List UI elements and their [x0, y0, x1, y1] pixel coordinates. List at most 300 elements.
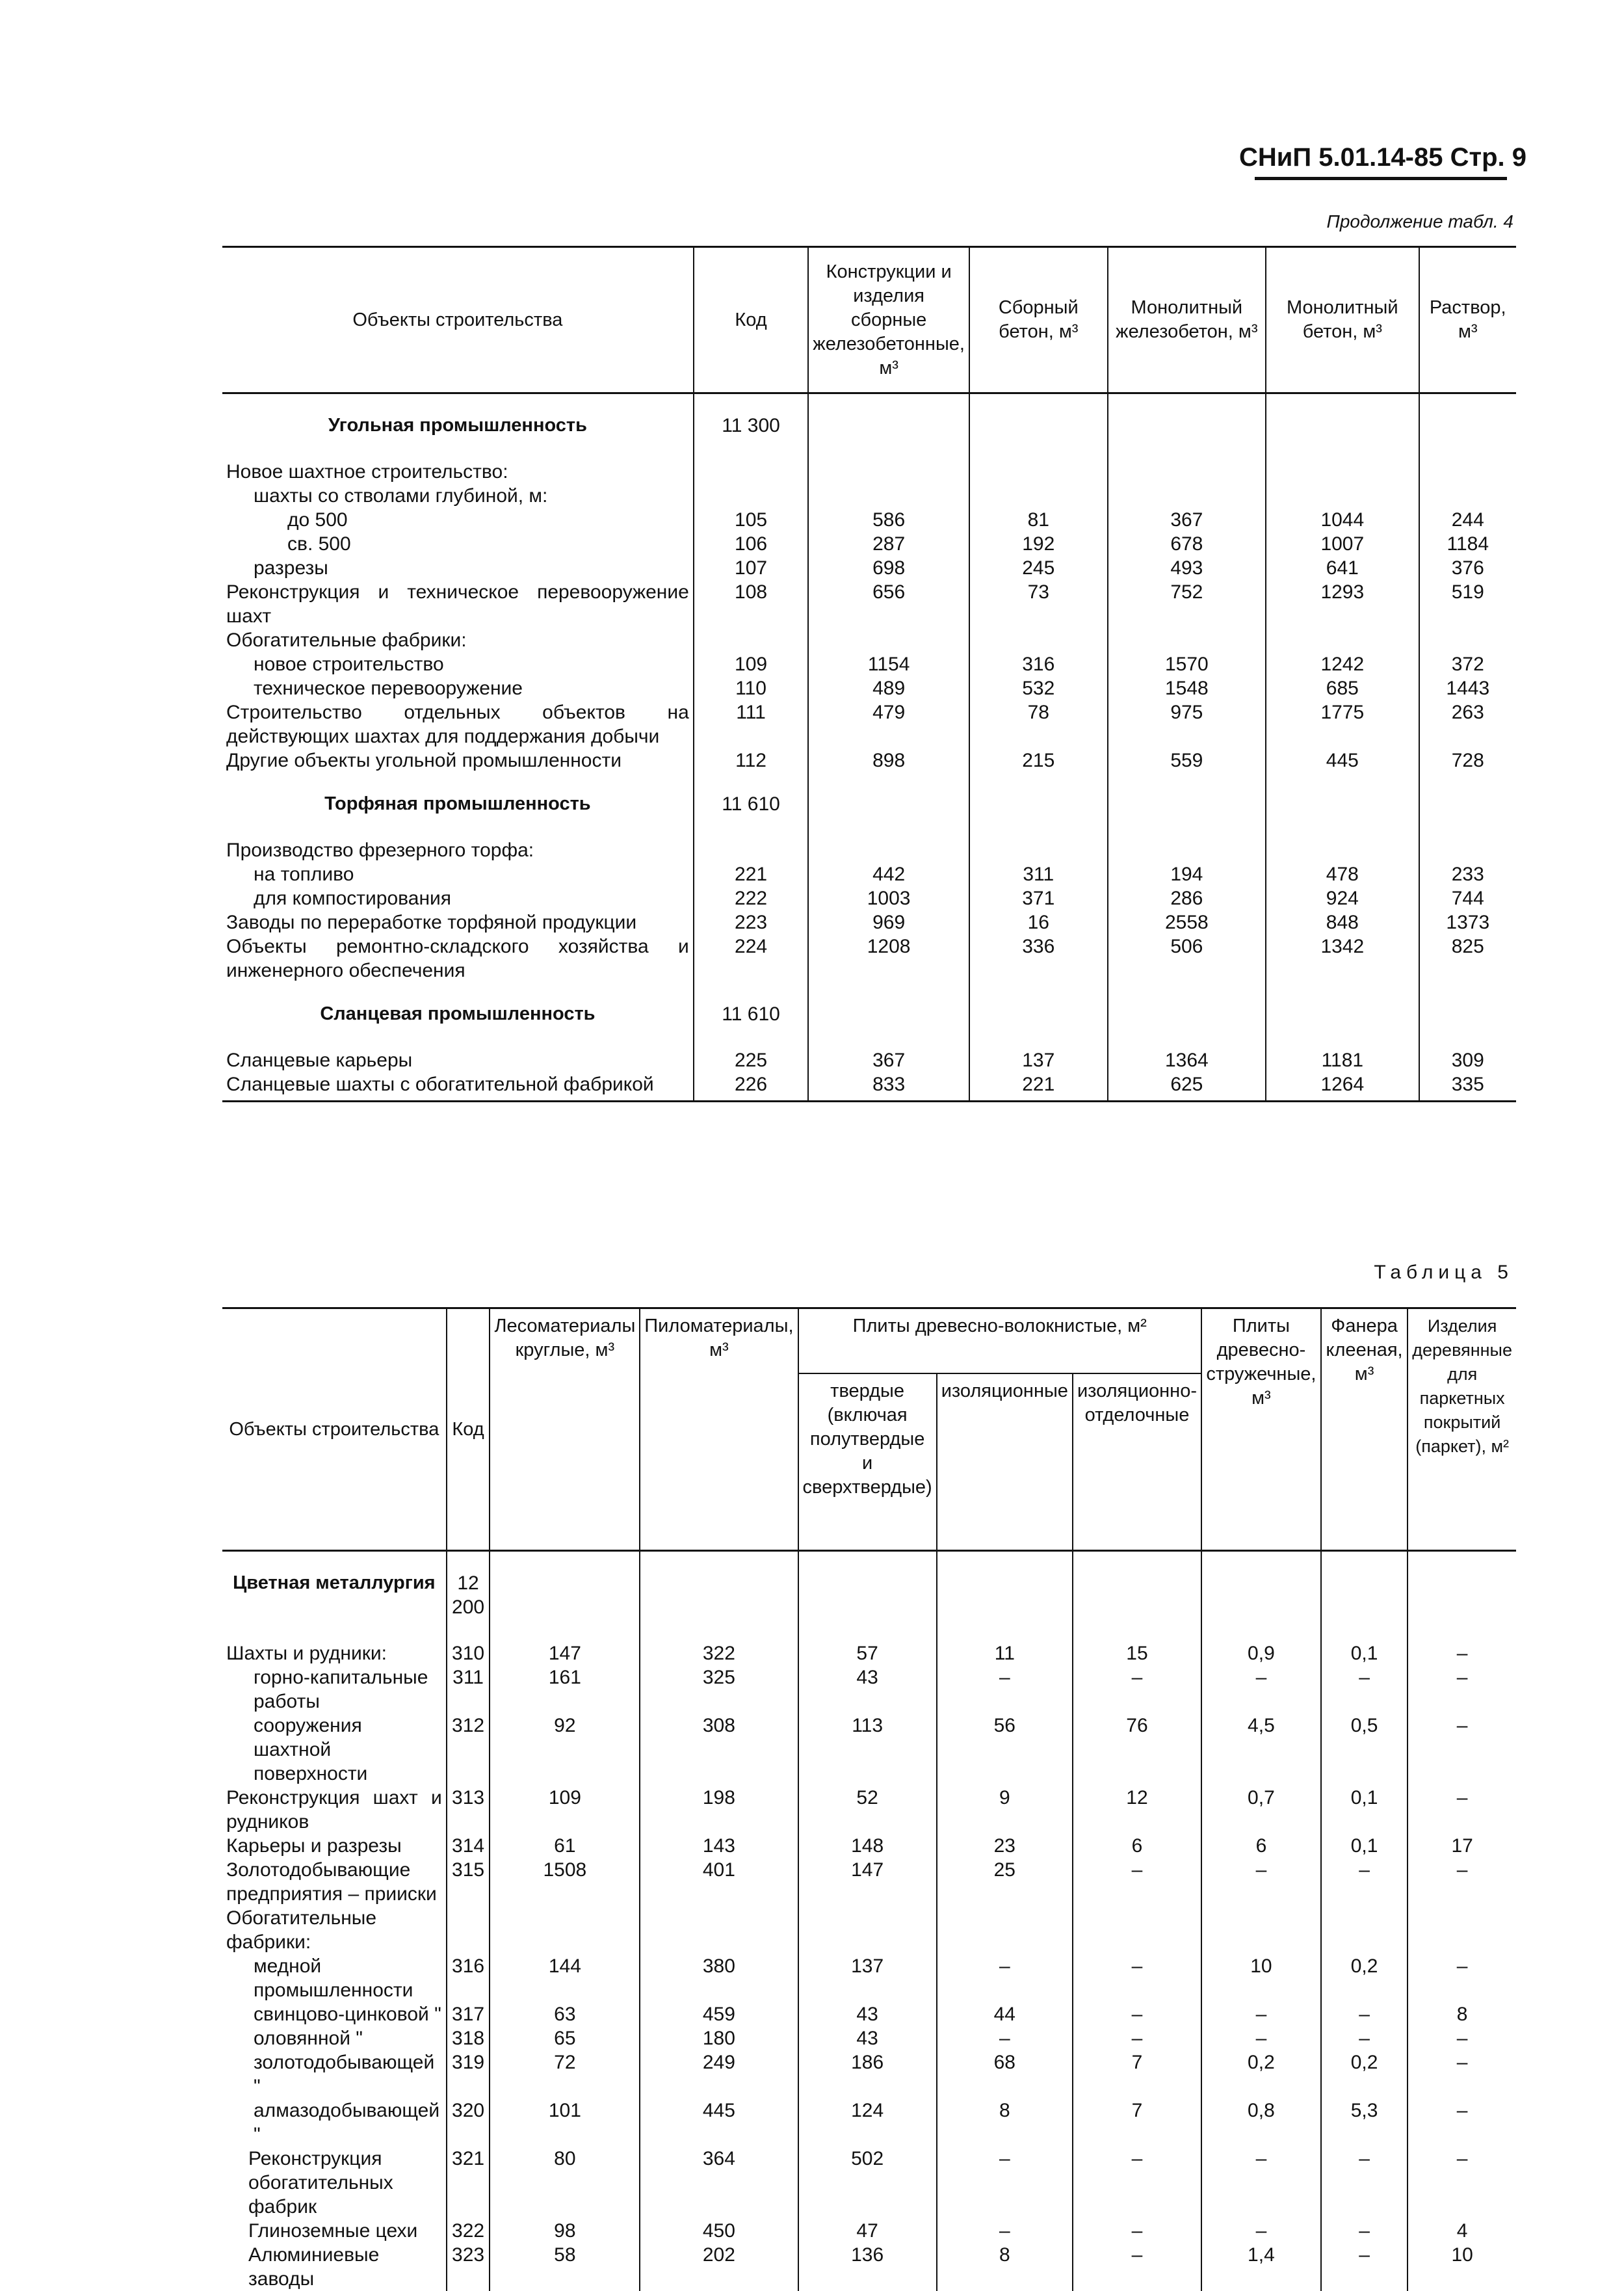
value-cell: [808, 838, 969, 862]
row-label: Реконструкция и техническое перевооружение шахт: [226, 581, 689, 627]
row-label: Реконструкция шахт и рудников: [226, 1787, 442, 1833]
value-cell: –: [937, 2219, 1073, 2243]
table-row: [222, 2099, 1516, 2147]
col-header-code: Код: [447, 1308, 490, 1551]
empty-cell: [640, 1551, 798, 1642]
value-cell: 43: [798, 2026, 937, 2050]
value-cell: 445: [640, 2099, 798, 2147]
empty-cell: [1266, 983, 1419, 1048]
value-cell: 136: [798, 2243, 937, 2291]
row-label: свинцово-цинковой ": [254, 2004, 441, 2025]
table-row: [222, 652, 1516, 676]
table-row: [222, 2243, 1516, 2291]
empty-cell: [969, 983, 1108, 1048]
value-cell: 442: [808, 862, 969, 886]
section-code: 11 300: [694, 393, 809, 460]
value-cell: 728: [1419, 748, 1516, 773]
value-cell: 1007: [1266, 532, 1419, 556]
value-cell: 1443: [1419, 676, 1516, 700]
col-header-round-timber: Лесоматериалы круглые, м³: [490, 1308, 640, 1551]
value-cell: –: [1073, 2026, 1201, 2050]
row-code: 108: [694, 580, 809, 628]
value-cell: [1419, 628, 1516, 652]
value-cell: 147: [490, 1641, 640, 1665]
table-row: [222, 508, 1516, 532]
row-code: 322: [447, 2219, 490, 2243]
row-label: Другие объекты угольной промышленности: [226, 750, 622, 771]
value-cell: 1184: [1419, 532, 1516, 556]
section-code: 11 610: [694, 983, 809, 1048]
value-cell: 10: [1408, 2243, 1516, 2291]
value-cell: 1,4: [1201, 2243, 1321, 2291]
value-cell: 0,1: [1321, 1834, 1408, 1858]
value-cell: 7: [1073, 2050, 1201, 2099]
value-cell: 311: [969, 862, 1108, 886]
section-title: Сланцевая промышленность: [320, 1003, 596, 1024]
value-cell: –: [1408, 2099, 1516, 2147]
empty-cell: [1073, 1551, 1201, 1642]
document-reference: СНиП 5.01.14-85 Стр. 9: [1239, 143, 1526, 172]
value-cell: 1373: [1419, 910, 1516, 934]
value-cell: [1266, 628, 1419, 652]
row-code: 319: [447, 2050, 490, 2099]
table-row: [222, 2147, 1516, 2219]
value-cell: 376: [1419, 556, 1516, 580]
value-cell: 502: [798, 2147, 937, 2219]
value-cell: 56: [937, 1714, 1073, 1786]
row-label: Заводы по переработке торфяной продукции: [226, 912, 637, 933]
value-cell: 0,2: [1321, 2050, 1408, 2099]
value-cell: 685: [1266, 676, 1419, 700]
value-cell: 380: [640, 1954, 798, 2002]
row-label: горно-капитальные работы: [254, 1667, 428, 1712]
row-label: медной промышленности: [254, 1955, 413, 2001]
value-cell: 1775: [1266, 700, 1419, 748]
value-cell: 81: [969, 508, 1108, 532]
table-row: [222, 910, 1516, 934]
value-cell: 113: [798, 1714, 937, 1786]
value-cell: –: [1321, 1665, 1408, 1714]
value-cell: 625: [1108, 1072, 1266, 1102]
empty-cell: [1408, 1551, 1516, 1642]
value-cell: 372: [1419, 652, 1516, 676]
value-cell: –: [1073, 1858, 1201, 1906]
value-cell: 80: [490, 2147, 640, 2219]
value-cell: 489: [808, 676, 969, 700]
row-code: 224: [694, 934, 809, 983]
value-cell: –: [1321, 2219, 1408, 2243]
row-code: [694, 484, 809, 508]
value-cell: 63: [490, 2002, 640, 2026]
row-code: 321: [447, 2147, 490, 2219]
empty-cell: [1266, 393, 1419, 460]
empty-cell: [1321, 1551, 1408, 1642]
value-cell: 23: [937, 1834, 1073, 1858]
row-code: 222: [694, 886, 809, 910]
col-header-fiberboard-group: Плиты древесно-волокнистые, м²: [798, 1308, 1201, 1374]
row-code: [694, 838, 809, 862]
row-label: на топливо: [254, 864, 354, 885]
value-cell: 25: [937, 1858, 1073, 1906]
value-cell: 68: [937, 2050, 1073, 2099]
value-cell: –: [1201, 2002, 1321, 2026]
value-cell: 92: [490, 1714, 640, 1786]
value-cell: 9: [937, 1786, 1073, 1834]
row-label: Новое шахтное строительство:: [226, 461, 508, 483]
value-cell: –: [1201, 2026, 1321, 2050]
value-cell: 8: [937, 2243, 1073, 2291]
value-cell: [1201, 1906, 1321, 1954]
row-label: Золотодобывающие предприятия – прииски: [226, 1859, 437, 1905]
value-cell: –: [1073, 2219, 1201, 2243]
empty-cell: [808, 773, 969, 838]
row-code: 317: [447, 2002, 490, 2026]
value-cell: 1570: [1108, 652, 1266, 676]
value-cell: 1364: [1108, 1048, 1266, 1072]
row-code: 109: [694, 652, 809, 676]
empty-cell: [1419, 983, 1516, 1048]
section-row: [222, 773, 1516, 838]
value-cell: 335: [1419, 1072, 1516, 1102]
value-cell: [1321, 1906, 1408, 1954]
value-cell: 0,5: [1321, 1714, 1408, 1786]
value-cell: 4: [1408, 2219, 1516, 2243]
table-row: [222, 556, 1516, 580]
value-cell: 1044: [1266, 508, 1419, 532]
value-cell: 401: [640, 1858, 798, 1906]
value-cell: 1508: [490, 1858, 640, 1906]
value-cell: 924: [1266, 886, 1419, 910]
value-cell: 52: [798, 1786, 937, 1834]
value-cell: –: [1073, 1954, 1201, 2002]
value-cell: 0,1: [1321, 1786, 1408, 1834]
col-header-objects: Объекты строительства: [222, 247, 694, 393]
value-cell: 1548: [1108, 676, 1266, 700]
value-cell: –: [1408, 2026, 1516, 2050]
row-code: 110: [694, 676, 809, 700]
value-cell: 848: [1266, 910, 1419, 934]
row-label: Объекты ремонтно-складского хозяйства и инженерного обеспечения: [226, 936, 689, 981]
section-title: Торфяная промышленность: [324, 793, 591, 814]
table-row: [222, 484, 1516, 508]
value-cell: 8: [937, 2099, 1073, 2147]
value-cell: [1419, 838, 1516, 862]
table-row: [222, 886, 1516, 910]
value-cell: 459: [640, 2002, 798, 2026]
table-row: [222, 532, 1516, 556]
value-cell: [490, 1906, 640, 1954]
empty-cell: [808, 393, 969, 460]
row-code: 111: [694, 700, 809, 748]
value-cell: 0,8: [1201, 2099, 1321, 2147]
table-row: [222, 580, 1516, 628]
table-row: [222, 862, 1516, 886]
value-cell: 16: [969, 910, 1108, 934]
row-code: 105: [694, 508, 809, 532]
value-cell: 287: [808, 532, 969, 556]
col-header-monolithic-concrete: Монолитный бетон, м³: [1266, 247, 1419, 393]
row-label: Карьеры и разрезы: [226, 1835, 402, 1857]
value-cell: 202: [640, 2243, 798, 2291]
row-label: Производство фрезерного торфа:: [226, 840, 534, 861]
value-cell: 10: [1201, 1954, 1321, 2002]
value-cell: 44: [937, 2002, 1073, 2026]
col-header-fiberboard-hard: твердые (включая полутвердые и сверхтвердые): [798, 1373, 937, 1551]
value-cell: 698: [808, 556, 969, 580]
value-cell: [798, 1906, 937, 1954]
row-code: 314: [447, 1834, 490, 1858]
row-label: Строительство отдельных объектов на действующих шахтах для поддержания добычи: [226, 702, 689, 747]
row-code: 323: [447, 2243, 490, 2291]
value-cell: 1264: [1266, 1072, 1419, 1102]
table-5-caption: Таблица 5: [1374, 1262, 1513, 1283]
table-row: [222, 1641, 1516, 1665]
value-cell: –: [1321, 1858, 1408, 1906]
empty-cell: [1108, 983, 1266, 1048]
value-cell: [1266, 460, 1419, 484]
row-label: золотодобывающей ": [254, 2052, 435, 2097]
value-cell: 364: [640, 2147, 798, 2219]
empty-cell: [969, 393, 1108, 460]
value-cell: 0,9: [1201, 1641, 1321, 1665]
value-cell: –: [937, 2147, 1073, 2219]
row-code: [694, 460, 809, 484]
value-cell: 194: [1108, 862, 1266, 886]
value-cell: 263: [1419, 700, 1516, 748]
value-cell: 249: [640, 2050, 798, 2099]
empty-cell: [1108, 393, 1266, 460]
value-cell: –: [1408, 2050, 1516, 2099]
value-cell: –: [1408, 1954, 1516, 2002]
row-label: разрезы: [254, 557, 328, 579]
value-cell: 101: [490, 2099, 640, 2147]
value-cell: [1266, 484, 1419, 508]
section-code: 11 610: [694, 773, 809, 838]
empty-cell: [798, 1551, 937, 1642]
row-label: сооружения шахтной поверхности: [254, 1715, 368, 1784]
value-cell: 98: [490, 2219, 640, 2243]
value-cell: 43: [798, 2002, 937, 2026]
table-row: [222, 2219, 1516, 2243]
value-cell: –: [937, 1665, 1073, 1714]
table-row: [222, 1834, 1516, 1858]
value-cell: 4,5: [1201, 1714, 1321, 1786]
value-cell: 78: [969, 700, 1108, 748]
value-cell: –: [1321, 2243, 1408, 2291]
value-cell: –: [1408, 1786, 1516, 1834]
value-cell: –: [1408, 2147, 1516, 2219]
col-header-mortar: Раствор, м³: [1419, 247, 1516, 393]
row-code: [694, 628, 809, 652]
table-row: [222, 1954, 1516, 2002]
table-row: [222, 1072, 1516, 1102]
value-cell: 57: [798, 1641, 937, 1665]
value-cell: [640, 1906, 798, 1954]
value-cell: 641: [1266, 556, 1419, 580]
value-cell: 1293: [1266, 580, 1419, 628]
value-cell: 0,2: [1201, 2050, 1321, 2099]
value-cell: [1419, 460, 1516, 484]
value-cell: 58: [490, 2243, 640, 2291]
row-code: 223: [694, 910, 809, 934]
table-row: [222, 700, 1516, 748]
value-cell: 532: [969, 676, 1108, 700]
value-cell: 1003: [808, 886, 969, 910]
value-cell: 559: [1108, 748, 1266, 773]
value-cell: 316: [969, 652, 1108, 676]
row-label: алмазодобывающей ": [254, 2100, 440, 2145]
value-cell: –: [1408, 1858, 1516, 1906]
value-cell: 161: [490, 1665, 640, 1714]
value-cell: 656: [808, 580, 969, 628]
value-cell: –: [1073, 2243, 1201, 2291]
value-cell: –: [1321, 2147, 1408, 2219]
value-cell: 6: [1073, 1834, 1201, 1858]
empty-cell: [1419, 393, 1516, 460]
value-cell: 186: [798, 2050, 937, 2099]
value-cell: [1108, 628, 1266, 652]
table-row: [222, 748, 1516, 773]
value-cell: 367: [1108, 508, 1266, 532]
value-cell: 0,7: [1201, 1786, 1321, 1834]
value-cell: 2558: [1108, 910, 1266, 934]
value-cell: 76: [1073, 1714, 1201, 1786]
row-code: 318: [447, 2026, 490, 2050]
section-title: Цветная металлургия: [233, 1572, 436, 1593]
empty-cell: [808, 983, 969, 1048]
value-cell: 519: [1419, 580, 1516, 628]
value-cell: [969, 628, 1108, 652]
col-header-fiberboard-insulating-finishing: изоляционно-отделочные: [1073, 1373, 1201, 1551]
table-row: [222, 1714, 1516, 1786]
table-row: [222, 1048, 1516, 1072]
value-cell: 244: [1419, 508, 1516, 532]
row-label: Обогатительные фабрики:: [226, 1907, 377, 1953]
table-row: [222, 1786, 1516, 1834]
value-cell: 215: [969, 748, 1108, 773]
value-cell: 975: [1108, 700, 1266, 748]
row-label: техническое перевооружение: [254, 678, 523, 699]
row-label: св. 500: [287, 533, 351, 555]
table-row: [222, 2050, 1516, 2099]
value-cell: [1408, 1906, 1516, 1954]
row-code: 315: [447, 1858, 490, 1906]
row-code: 112: [694, 748, 809, 773]
value-cell: –: [1408, 1665, 1516, 1714]
value-cell: 8: [1408, 2002, 1516, 2026]
row-label: оловянной ": [254, 2028, 363, 2049]
value-cell: 1208: [808, 934, 969, 983]
empty-cell: [1108, 773, 1266, 838]
col-header-sawn-timber: Пиломатериалы, м³: [640, 1308, 798, 1551]
value-cell: –: [1201, 2147, 1321, 2219]
value-cell: –: [1201, 1858, 1321, 1906]
value-cell: [1419, 484, 1516, 508]
value-cell: 233: [1419, 862, 1516, 886]
value-cell: –: [1201, 1665, 1321, 1714]
value-cell: 137: [798, 1954, 937, 2002]
value-cell: 479: [808, 700, 969, 748]
value-cell: 137: [969, 1048, 1108, 1072]
value-cell: [969, 460, 1108, 484]
row-code: 221: [694, 862, 809, 886]
value-cell: 73: [969, 580, 1108, 628]
empty-cell: [1419, 773, 1516, 838]
value-cell: 1154: [808, 652, 969, 676]
value-cell: 147: [798, 1858, 937, 1906]
section-title: Угольная промышленность: [328, 415, 587, 436]
value-cell: 833: [808, 1072, 969, 1102]
row-code: 225: [694, 1048, 809, 1072]
row-code: 320: [447, 2099, 490, 2147]
value-cell: 6: [1201, 1834, 1321, 1858]
col-header-plywood: Фанера клееная, м³: [1321, 1308, 1408, 1551]
table-4: [222, 246, 1516, 1102]
row-label: для компостирования: [254, 888, 452, 909]
value-cell: [1108, 484, 1266, 508]
value-cell: 192: [969, 532, 1108, 556]
row-label: Сланцевые карьеры: [226, 1050, 413, 1071]
col-header-particleboard: Плиты древесно-стружечные, м³: [1201, 1308, 1321, 1551]
row-label: до 500: [287, 509, 348, 531]
table-row: [222, 1906, 1516, 1954]
value-cell: 1342: [1266, 934, 1419, 983]
value-cell: 124: [798, 2099, 937, 2147]
col-header-parquet: Изделия деревянные для паркетных покрытий (паркет), м²: [1408, 1308, 1516, 1551]
row-code: 107: [694, 556, 809, 580]
value-cell: 1242: [1266, 652, 1419, 676]
table-row: [222, 934, 1516, 983]
value-cell: 744: [1419, 886, 1516, 910]
value-cell: 65: [490, 2026, 640, 2050]
value-cell: 308: [640, 1714, 798, 1786]
value-cell: 221: [969, 1072, 1108, 1102]
section-row: [222, 393, 1516, 460]
value-cell: [1108, 838, 1266, 862]
value-cell: 506: [1108, 934, 1266, 983]
row-label: шахты со стволами глубиной, м:: [254, 485, 548, 507]
value-cell: [937, 1906, 1073, 1954]
table-row: [222, 460, 1516, 484]
value-cell: [1266, 838, 1419, 862]
row-label: Алюминиевые заводы: [248, 2244, 380, 2290]
value-cell: –: [937, 1954, 1073, 2002]
table-continuation-note: Продолжение табл. 4: [1326, 211, 1513, 232]
value-cell: 144: [490, 1954, 640, 2002]
value-cell: –: [937, 2026, 1073, 2050]
value-cell: –: [1201, 2219, 1321, 2243]
value-cell: 586: [808, 508, 969, 532]
value-cell: 47: [798, 2219, 937, 2243]
value-cell: –: [1408, 1714, 1516, 1786]
row-code: 313: [447, 1786, 490, 1834]
col-header-precast-rc: Конструкции и изделия сборные железобетонные, м³: [808, 247, 969, 393]
row-label: Сланцевые шахты с обогатительной фабрикой: [222, 1072, 694, 1102]
table-row: [222, 628, 1516, 652]
value-cell: 478: [1266, 862, 1419, 886]
row-label: новое строительство: [254, 654, 444, 675]
value-cell: 148: [798, 1834, 937, 1858]
value-cell: 752: [1108, 580, 1266, 628]
row-code: 310: [447, 1641, 490, 1665]
value-cell: [969, 838, 1108, 862]
value-cell: 15: [1073, 1641, 1201, 1665]
value-cell: –: [1408, 1641, 1516, 1665]
empty-cell: [937, 1551, 1073, 1642]
value-cell: 0,2: [1321, 1954, 1408, 2002]
value-cell: 367: [808, 1048, 969, 1072]
table-5: [222, 1307, 1516, 2291]
